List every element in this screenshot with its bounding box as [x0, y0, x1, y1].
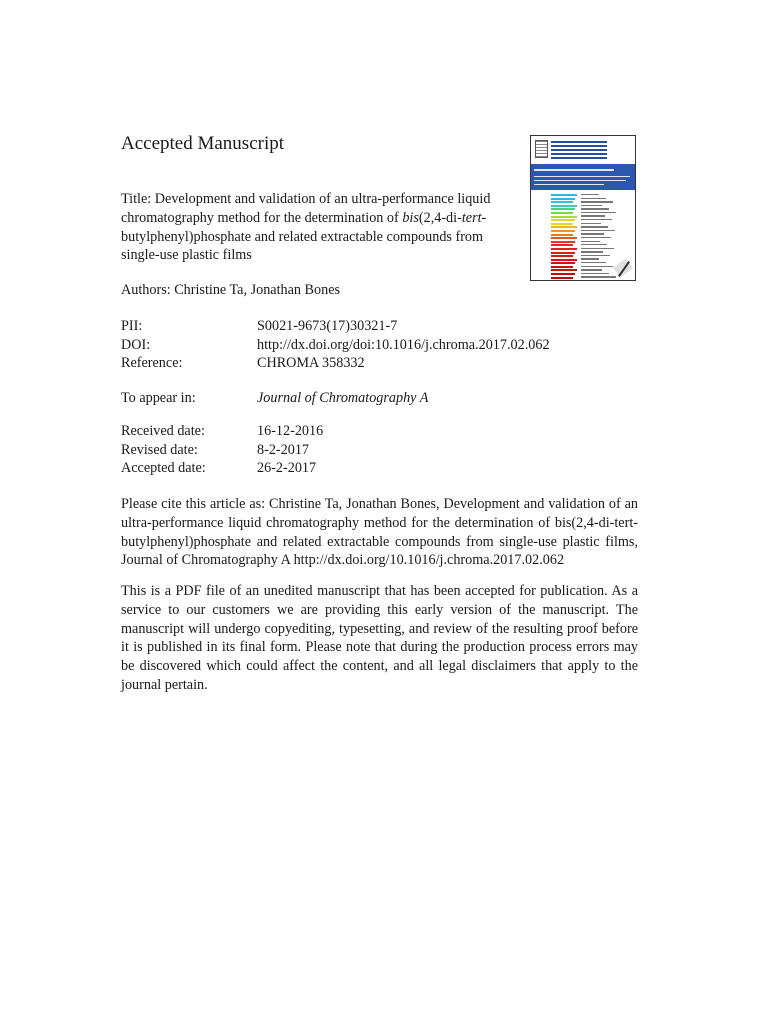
cover-title-banner — [531, 164, 635, 190]
revised-label: Revised date: — [121, 441, 198, 458]
title-bis: bis — [402, 209, 419, 226]
dates-table — [121, 422, 323, 478]
cover-text-line — [581, 226, 608, 227]
citation-paragraph: Please cite this article as: Christine Ta, Jonathan Bones, Development and validation of an ultra-performance liquid chromatography method for the determination of bis(2,4-di-tert-butylphenyl)phosphate and related extractable compounds from single-use plastic films, Journal of Chromatography A http://dx.doi.org/10.1016/j.chroma.2017.02.062 — [121, 496, 638, 569]
cover-stripe — [551, 208, 575, 210]
cover-stripe — [551, 252, 575, 254]
cover-text-line — [581, 258, 599, 259]
accepted-value: 26-2-2017 — [257, 460, 317, 477]
doi-value: http://dx.doi.org/doi:10.1016/j.chroma.2017.02.062 — [257, 336, 550, 353]
cover-text-line — [581, 251, 603, 252]
cover-text-line — [581, 215, 605, 216]
cover-text-line — [581, 266, 613, 267]
appear-in-row — [121, 389, 428, 408]
pii-row — [121, 317, 550, 336]
cover-text-line — [581, 230, 615, 231]
pii-label: PII: — [121, 318, 143, 334]
cover-text-line — [581, 201, 613, 202]
cover-stripe — [551, 262, 575, 264]
cover-stripe — [551, 212, 573, 214]
cover-stripe — [551, 280, 577, 281]
cover-color-stripes — [551, 194, 577, 281]
reference-row — [121, 354, 550, 373]
cover-stripe — [551, 216, 577, 218]
cover-stripe — [551, 273, 575, 275]
cover-text-line — [581, 205, 602, 206]
cover-stripe — [551, 269, 577, 271]
cover-stripe — [551, 194, 577, 196]
cover-stripe — [551, 241, 575, 243]
cover-stripe — [551, 230, 575, 232]
cover-text-line — [581, 198, 606, 199]
cover-text-line — [581, 241, 600, 242]
title-rest: -butylphenyl)phosphate and related extractable compounds from single-use plastic films — [121, 209, 487, 264]
publisher-logo — [535, 140, 548, 158]
received-row — [121, 422, 323, 441]
cover-text-line — [581, 269, 602, 270]
cover-contents-text — [581, 194, 617, 281]
page-title: Accepted Manuscript — [121, 133, 285, 154]
cover-text-line — [581, 194, 599, 195]
cover-text-line — [581, 255, 610, 256]
revised-value: 8-2-2017 — [257, 441, 310, 458]
cover-stripe — [551, 201, 573, 203]
journal-cover-thumbnail — [530, 135, 636, 281]
cover-text-line — [581, 273, 609, 274]
revised-row — [121, 441, 323, 460]
cover-stripe — [551, 266, 573, 268]
cover-stripe — [551, 244, 573, 246]
cover-text-line — [581, 219, 612, 220]
cover-stripe — [551, 277, 573, 279]
cover-header-bars — [551, 141, 607, 161]
article-title — [121, 190, 516, 265]
appear-label: To appear in: — [121, 390, 196, 406]
received-value: 16-12-2016 — [257, 423, 324, 439]
doi-label: DOI: — [121, 336, 151, 353]
accepted-row — [121, 459, 323, 478]
cover-stripe — [551, 237, 577, 239]
cover-stripe — [551, 234, 573, 236]
cover-stripe — [551, 205, 577, 207]
cover-text-line — [581, 248, 614, 249]
title-tert: tert — [461, 209, 482, 226]
cover-stripe — [551, 226, 577, 228]
title-mid: (2,4-di- — [418, 209, 462, 226]
cover-text-line — [581, 280, 605, 281]
reference-value: CHROMA 358332 — [257, 355, 365, 372]
cover-text-line — [581, 223, 601, 224]
cover-stripe — [551, 198, 575, 200]
cover-stripe — [551, 248, 577, 250]
received-label: Received date: — [121, 423, 205, 439]
identifiers-table — [121, 317, 550, 373]
cover-text-line — [581, 208, 609, 209]
pii-value: S0021-9673(17)30321-7 — [257, 318, 398, 334]
accepted-label: Accepted date: — [121, 460, 206, 477]
authors: Authors: Christine Ta, Jonathan Bones — [121, 282, 341, 298]
cover-text-line — [581, 262, 606, 263]
cover-text-line — [581, 212, 616, 213]
cover-stripe — [551, 259, 577, 261]
cover-text-line — [581, 244, 607, 245]
cover-text-line — [581, 276, 616, 277]
doi-row — [121, 336, 550, 355]
cover-stripe — [551, 255, 573, 257]
title-prefix: Title: Development and validation of an ultra-performance liquid chromatography method for the determination of — [121, 191, 491, 226]
journal-name: Journal of Chromatography A — [257, 390, 429, 406]
cover-stripe — [551, 219, 575, 221]
cover-stripe — [551, 223, 573, 225]
cover-text-line — [581, 237, 611, 238]
cover-text-line — [581, 233, 604, 234]
reference-label: Reference: — [121, 355, 183, 372]
disclaimer-paragraph: This is a PDF file of an unedited manuscript that has been accepted for publication. As a service to our customers we are providing this early version of the manuscript. The manuscript will undergo copyediting, typesetting, and review of the resulting proof before it is published in its final form. Please note that during the production process errors may be discovered which could affect the content, and all legal disclaimers that apply to the journal pertain. — [121, 583, 638, 693]
